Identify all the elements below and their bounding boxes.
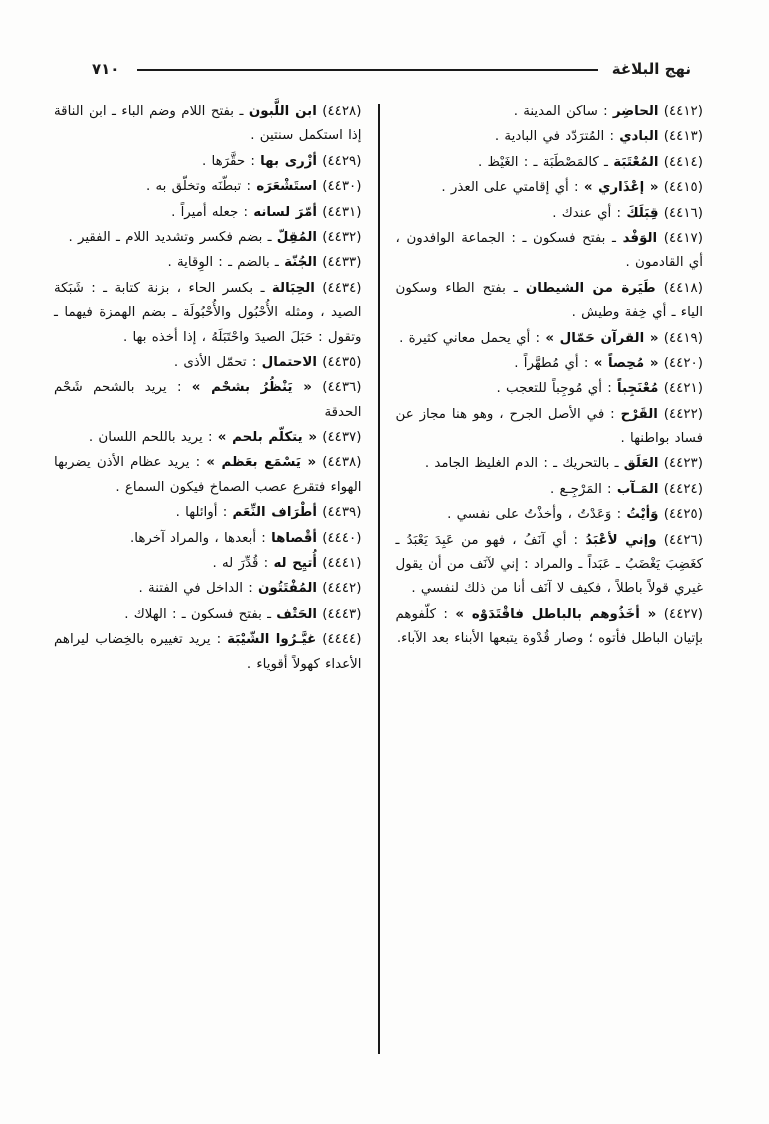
entry-number: (٤٤٣٤) [322,280,362,296]
glossary-entry [54,603,362,627]
entry-headword: أمّرَ لسانه [253,204,317,220]
entry-number: (٤٤٢٢) [663,406,704,422]
entry-number: (٤٤٤٢) [322,581,362,597]
entry-number: (٤٤٢٤) [663,481,703,497]
entry-headword: المُقِلّ [276,229,317,245]
page-header [0,52,769,86]
entry-definition: ـ بفتح فسكون ـ : الجماعة الوافدون ، أي القادمون . [395,230,703,271]
entry-number: (٤٤٢٩) [322,153,362,169]
entry-headword: ابن اللَّبون [248,104,317,119]
entry-headword: « إعْذَاري » [583,180,659,196]
glossary-entry [54,277,362,350]
entry-headword: غيَّـرُوا الشّيْبَة [227,632,317,648]
glossary-entry [396,100,704,124]
entry-number: (٤٤٢٠) [663,355,703,371]
entry-headword: « مُحِصاً » [593,355,659,371]
glossary-entry [54,251,362,275]
entry-number: (٤٤٢٧) [663,606,704,622]
entry-number: (٤٤٢٨) [322,104,362,119]
glossary-entry [396,202,704,226]
entry-number: (٤٤١٢) [663,104,703,119]
page-number: ٧١٠ [92,60,120,78]
entry-definition: : يريد بالشحم شَحْم الحدقة [54,380,362,420]
glossary-entry [396,125,704,149]
glossary-entry [54,100,362,149]
entry-definition: ـ بضم فكسر وتشديد اللام ـ الفقير . [68,229,272,245]
entry-number: (٤٤٢٦) [663,532,703,548]
entry-definition: : المُترَدّد في البادية . [494,129,614,145]
book-title: نهج البلاغة [611,60,691,78]
entry-number: (٤٤٢٥) [663,507,703,523]
entry-definition: : أوائلها . [175,505,228,521]
entry-number: (٤٤٣٥) [322,354,362,370]
entry-definition: : أي عندك . [552,205,622,221]
entry-headword: أقْصاها [271,530,317,546]
entry-definition: ـ بفتح فسكون ـ : الهلاك . [124,606,272,622]
entry-definition: : أي مُطهَّراً . [514,355,589,371]
entry-definition: : المَرْجِـع . [550,481,612,497]
entry-headword: المُفْتَتُون [257,581,317,597]
entry-definition: : الداخل في الفتنة . [138,581,253,597]
entry-definition: : في الأصل الجرح ، وهو هنا مجاز عن فساد بواطنها . [395,406,703,447]
entry-definition: ـ بكسر الحاء ، بزنة كتابة ـ : شَبَكة الصيد ، ومثله الأُحْبُول والأُحْبُولَة ـ بضم الهمزة فيهما ـ وتقول : حَبَلَ الصيدَ واحْتَبَلَهُ ، إذا أخذه بها . [54,280,362,345]
entry-definition: ـ كالمَصْطَبَة ـ : الغَيْظ . [477,154,608,170]
entry-headword: الحَتْف [276,606,317,622]
entry-number: (٤٤٤١) [322,556,362,572]
entry-definition: : أي مُوجِباً للتعجب . [496,381,612,397]
entry-headword: وَأيْتُ [626,507,659,523]
entry-headword: الجُنّة [284,255,317,271]
entry-number: (٤٤٤٠) [322,530,362,546]
glossary-entry [396,227,704,276]
entry-headword: الوَفْد [622,230,658,246]
glossary-entry [54,552,362,576]
glossary-entry [54,628,362,677]
entry-definition: : وَعَدْتُ ، وأخذْتُ على نفسي . [447,507,622,523]
glossary-entry [396,176,704,200]
entry-headword: الحِبَالة [271,280,315,296]
entry-definition: : ساكن المدينة . [513,104,608,119]
glossary-entry [54,376,362,425]
entry-definition: ـ بالتحريك ـ : الدم الغليظ الجامد . [424,456,619,472]
glossary-entry [396,352,704,376]
entry-headword: قِبَلَكَ [626,205,659,221]
glossary-entry [396,478,704,502]
entry-number: (٤٤١٩) [663,330,703,346]
entry-number: (٤٤٣٢) [322,229,362,245]
entry-definition: ـ بفتح الطاء وسكون الياء ـ أي خِفة وطيش . [395,280,703,321]
entry-number: (٤٤٢١) [663,381,703,397]
glossary-entry [396,529,704,602]
entry-headword: « يَسْمَع بعَظم » [206,455,317,471]
entry-headword: استَشْعَرَه [256,179,317,195]
column-divider [378,104,380,1054]
entry-definition: : أي إقامتي على العذر . [441,180,579,196]
entry-definition: : أي يحمل معاني كثيرة . [399,330,541,346]
glossary-entry [396,327,704,351]
glossary-entry [396,151,704,175]
entry-headword: « يتكلّم بلحم » [217,430,317,446]
entry-number: (٤٤١٥) [663,180,703,196]
entry-headword: العَلَق [623,456,659,472]
entry-number: (٤٤١٨) [663,280,703,296]
entry-headword: المُعْتَبَة [613,154,659,170]
entry-definition: : كلّفوهم بإتيان الباطل فأتوه ؛ وصار قُدْوة يتبعها الأبناء بعد الآباء. [395,606,703,647]
entry-definition: : حقَّرَها . [202,153,255,169]
glossary-entry [54,426,362,450]
glossary-entry [396,277,704,326]
entry-headword: « القرآن حَمّال » [545,330,659,346]
entry-definition: : أي آنَفُ ، فهو من عَبِدَ يَعْبَدُ ـ كغَضِبَ يَغْضَبُ ـ عَبَداً ـ والمراد : إني لآنَف من أن يقول غيري قولاً باطلاً ، فكيف لا آنَف أنا من ذلك لنفسي . [395,532,703,597]
entry-number: (٤٤٣٠) [322,179,362,195]
glossary-entry [54,150,362,174]
entry-definition: : يريد باللحم اللسان . [88,430,213,446]
entry-definition: : جعله أميراً . [171,204,248,220]
entry-number: (٤٤١٤) [663,154,703,170]
glossary-entry [396,503,704,527]
entry-number: (٤٤١٧) [663,230,703,246]
entry-headword: « أخَذُوهم بالباطل فاقْتَدَوْه » [455,606,657,622]
entry-definition: : قُدِّرَ له . [212,556,269,572]
entry-number: (٤٤١٣) [663,129,703,145]
two-column-body [48,100,709,1054]
entry-headword: المَـآب [616,481,659,497]
entry-number: (٤٤٣٣) [322,255,362,271]
glossary-entry [54,351,362,375]
entry-headword: الاحتمال [261,354,317,370]
entry-number: (٤٤٣٧) [322,430,362,446]
glossary-entry [54,175,362,199]
entry-headword: أُتيِح له [273,556,317,572]
glossary-entry [396,403,704,452]
header-rule [137,69,597,71]
entry-headword: وإني لأعْبَدُ [585,532,657,548]
entry-headword: مُعْنَجِباً [617,381,659,397]
glossary-entry [54,226,362,250]
entry-number: (٤٤٣٩) [322,505,362,521]
entry-headword: أطْرَاف النِّعَم [232,505,317,521]
entry-number: (٤٤٤٣) [322,606,362,622]
glossary-entry [54,451,362,500]
entry-definition: : يريد عظام الأذن يضربها الهواء فتقرع عصب الصماخ فيكون السماع . [54,455,362,495]
entry-headword: القَرْح [620,406,658,422]
glossary-entry [54,201,362,225]
entry-number: (٤٤٢٣) [663,456,703,472]
glossary-entry [54,501,362,525]
entry-definition: ـ بفتح اللام وضم الباء ـ ابن الناقة إذا استكمل سنتين . [54,104,362,144]
column-left [48,100,368,1054]
entry-number: (٤٤٣٦) [322,380,362,396]
glossary-entry [396,452,704,476]
column-right [390,100,710,1054]
glossary-entry [396,603,704,652]
entry-headword: البادي [619,129,659,145]
entry-headword: أزْرى بها [260,153,317,169]
entry-definition: : تحمّل الأذى . [173,354,257,370]
entry-number: (٤٤١٦) [663,205,703,221]
entry-definition: ـ بالضم ـ : الوِقاية . [167,255,279,271]
entry-headword: طَيَرة من الشيطان [525,280,656,296]
entry-number: (٤٤٣٨) [322,455,362,471]
entry-definition: : يريد تغييره بالخِضاب ليراهم الأعداء كهولاً أقوياء . [54,632,362,672]
entry-number: (٤٤٤٤) [322,632,362,648]
glossary-entry [54,577,362,601]
glossary-entry [54,527,362,551]
entry-definition: : تبطّنَه وتخلّق به . [145,179,252,195]
entry-headword: الحاضِر [612,104,659,119]
entry-number: (٤٤٣١) [322,204,362,220]
glossary-entry [396,377,704,401]
entry-definition: : أبعدها ، والمراد آخرها. [130,530,266,546]
entry-headword: « يَنْظُرُ بشحْم » [191,380,312,396]
